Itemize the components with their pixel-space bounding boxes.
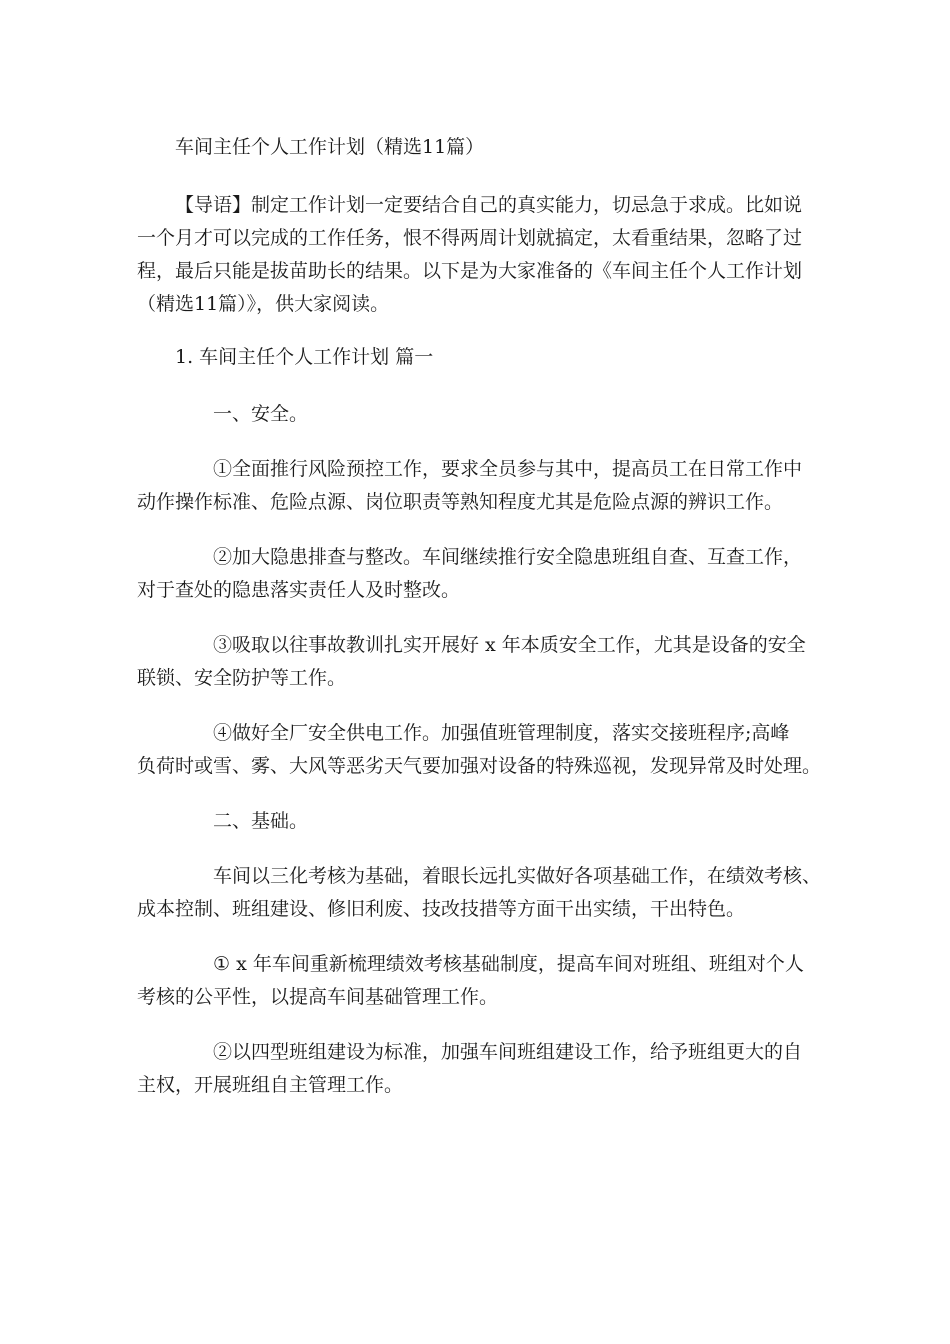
paragraph-line: ②加大隐患排查与整改。车间继续推行安全隐患班组自查、互查工作， bbox=[213, 546, 803, 568]
intro-line: 一个月才可以完成的工作任务，恨不得两周计划就搞定，太看重结果，忽略了过 bbox=[137, 227, 803, 249]
safety-heading: 一、安全。 bbox=[213, 403, 309, 425]
paragraph-line: 动作操作标准、危险点源、岗位职责等熟知程度尤其是危险点源的辨识工作。 bbox=[137, 491, 784, 513]
paragraph-line: 负荷时或雪、雾、大风等恶劣天气要加强对设备的特殊巡视，发现异常及时处理。 bbox=[137, 755, 822, 777]
paragraph-line: ① x 年车间重新梳理绩效考核基础制度，提高车间对班组、班组对个人 bbox=[213, 953, 804, 975]
section-heading: 1. 车间主任个人工作计划 篇一 bbox=[175, 346, 434, 368]
paragraph-line: 对于查处的隐患落实责任人及时整改。 bbox=[137, 579, 461, 601]
paragraph-line: ③吸取以往事故教训扎实开展好 x 年本质安全工作，尤其是设备的安全 bbox=[213, 634, 806, 656]
basics-heading: 二、基础。 bbox=[213, 810, 309, 832]
paragraph-line: 主权，开展班组自主管理工作。 bbox=[137, 1074, 404, 1096]
paragraph-line: 联锁、安全防护等工作。 bbox=[137, 667, 347, 689]
intro-line: 程，最后只能是拔苗助长的结果。以下是为大家准备的《车间主任个人工作计划 bbox=[137, 260, 803, 282]
paragraph-line: 成本控制、班组建设、修旧利废、技改技措等方面干出实绩，干出特色。 bbox=[137, 898, 746, 920]
intro-line: 【导语】制定工作计划一定要结合自己的真实能力，切忌急于求成。比如说 bbox=[175, 194, 803, 216]
paragraph-line: 考核的公平性，以提高车间基础管理工作。 bbox=[137, 986, 499, 1008]
document-title: 车间主任个人工作计划（精选11篇） bbox=[175, 136, 485, 158]
paragraph-line: ①全面推行风险预控工作，要求全员参与其中，提高员工在日常工作中 bbox=[213, 458, 803, 480]
paragraph-line: ④做好全厂安全供电工作。加强值班管理制度，落实交接班程序;高峰 bbox=[213, 722, 790, 744]
paragraph-line: 车间以三化考核为基础，着眼长远扎实做好各项基础工作，在绩效考核、 bbox=[213, 865, 822, 887]
paragraph-line: ②以四型班组建设为标准，加强车间班组建设工作，给予班组更大的自 bbox=[213, 1041, 803, 1063]
intro-line: （精选11篇）》，供大家阅读。 bbox=[137, 293, 390, 315]
